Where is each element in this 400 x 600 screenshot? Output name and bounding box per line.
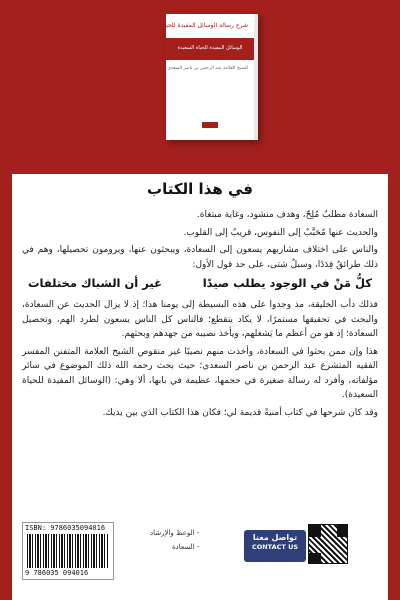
publisher-logo [166, 120, 254, 130]
cover-frame-left [0, 0, 12, 600]
cover-footer [22, 514, 378, 586]
cover-frame-right [388, 0, 400, 600]
blurb-content [22, 180, 378, 423]
blurb-heading: في هذا الكتاب [147, 180, 253, 198]
contact-label-english: CONTACT US [251, 543, 299, 551]
blurb-paragraph: هذا وإن ممن بحثوا في السعادة، وأخذت منهم نصيبًا غير منقوص الشيخ العلامة المتفنن المفسر الفقيه المتشرع عبد الرحمن بن ناصر السعدي؛ حيث بحث رحمه الله ذلك الموضوع في سائر مؤلفاته، وأفرد له رسالة صغيرة في حجمها، عظيمة في بابها، ألا وهي: (الوسائل المفيدة للحياة السعيدة). [22, 346, 378, 400]
book-cover-band-text: الوسائل المفيدة للحياة السعيدة [177, 45, 243, 51]
blurb-paragraph: والناس على اختلاف مشاربهم يسعون إلى السعادة، ويبحثون عنها، ويرومون تحصيلها، وهم في ذلك طرائقُ قِدَدًا، وسبلٌ شتى، على حد قول الأول: [22, 245, 378, 270]
poetry-verse [28, 276, 372, 290]
book-cover-subtitle: للشيخ العلامة عبد الرحمن بن ناصر السعدي [167, 66, 248, 71]
blurb-paragraph: فذلك دأب الخليقة، مذ وجدوا على هذه البسيطة إلى يومنا هذا؛ إذ لا يزال الحديث عن السعادة، والبحث في تحقيقها مستمرًا، لا يكاد ينقطع؛ فالناس كل الناس يسعون لطرد الهم، وتحصيل السعادة؛ إذ هو من أعظم ما يَشغلهم، ويأخذ نصيبه من جهدهم وبحثهم. [22, 300, 378, 339]
book-cover-band [166, 38, 254, 60]
verse-second-hemistich: غير أن الشباك مختلفات [28, 276, 162, 290]
blurb-paragraph: السعادة مطلبٌ مُلِحّ، وهدف منشود، وغاية مبتغاة. [196, 210, 378, 220]
verse-first-hemistich: كلُّ مَنْ في الوجود يطلب صيدًا [202, 276, 372, 290]
contact-us-button[interactable] [244, 530, 306, 562]
qr-code[interactable] [308, 524, 348, 568]
contact-label-arabic: تواصل معنا [252, 533, 298, 542]
cover-hero-band [12, 0, 388, 174]
barcode-bars [27, 534, 109, 568]
isbn-barcode [22, 522, 114, 580]
category-item: - السعادة [171, 543, 200, 551]
category-list [150, 526, 199, 554]
category-item: - الوعظ والإرشاد [150, 529, 200, 537]
book-cover-title: شرح رسالة الوسائل المفيدة للحياة السعيدة [139, 22, 248, 29]
blurb-paragraph: والحديث عنها مُحَبَّبٌ إلى النفوس، قريبٌ إلى القلوب. [183, 227, 378, 238]
barcode-digits: 9 786035 094016 [25, 569, 89, 577]
isbn-label: ISBN: 9786035094016 [25, 524, 106, 532]
qr-code-icon [308, 524, 348, 564]
blurb-paragraph: وقد كان شرحها في كتاب أمنيةً قديمة لي؛ فكان هذا الكتاب الذي بين يديك. [102, 407, 378, 418]
book-cover-image [139, 14, 258, 140]
